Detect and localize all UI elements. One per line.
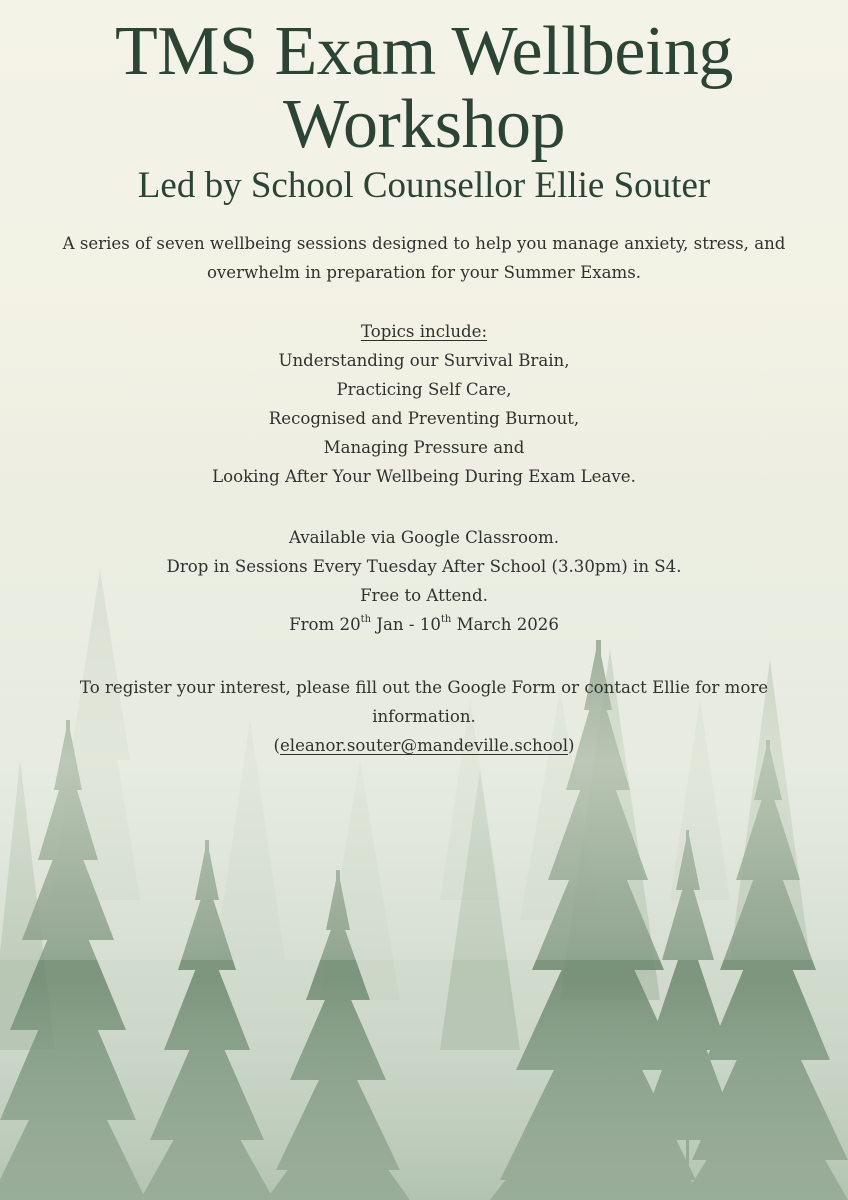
- topic-item: Managing Pressure and: [323, 438, 525, 457]
- contact-email-line: [30, 731, 818, 760]
- dates-text: [30, 610, 818, 639]
- dates-start: From 20: [289, 615, 361, 634]
- session-details: [30, 523, 818, 639]
- open-paren: (: [273, 736, 280, 755]
- dates-middle: Jan - 10: [371, 615, 441, 634]
- cost-text: Free to Attend.: [360, 586, 488, 605]
- topic-item: Recognised and Preventing Burnout,: [268, 409, 580, 428]
- topic-item: Understanding our Survival Brain,: [278, 351, 570, 370]
- contact-email-link[interactable]: eleanor.souter@mandeville.school: [279, 736, 569, 755]
- poster-title-line-2: Workshop: [282, 86, 565, 163]
- dates-end-ordinal: th: [440, 614, 452, 626]
- close-paren: ): [568, 736, 575, 755]
- intro-line: overwhelm in preparation for your Summer Exams.: [206, 263, 642, 282]
- intro-line: A series of seven wellbeing sessions designed to help you manage anxiety, stress, and: [62, 234, 786, 253]
- register-line: To register your interest, please fill out the Google Form or contact Ellie for more: [79, 678, 769, 697]
- drop-in-text: Drop in Sessions Every Tuesday After School (3.30pm) in S4.: [166, 557, 682, 576]
- intro-paragraph: [30, 229, 818, 287]
- poster-subtitle: Led by School Counsellor Ellie Souter: [137, 165, 711, 206]
- dates-start-ordinal: th: [360, 614, 372, 626]
- availability-text: Available via Google Classroom.: [288, 528, 560, 547]
- topic-item: Looking After Your Wellbeing During Exam Leave.: [212, 467, 636, 486]
- poster-title-line-1: TMS Exam Wellbeing: [115, 13, 733, 90]
- topics-section: [30, 317, 818, 491]
- dates-end: March 2026: [451, 615, 559, 634]
- topics-heading: Topics include:: [360, 322, 488, 341]
- register-section: [30, 673, 818, 760]
- topic-item: Practicing Self Care,: [336, 380, 512, 399]
- register-line: information.: [372, 707, 476, 726]
